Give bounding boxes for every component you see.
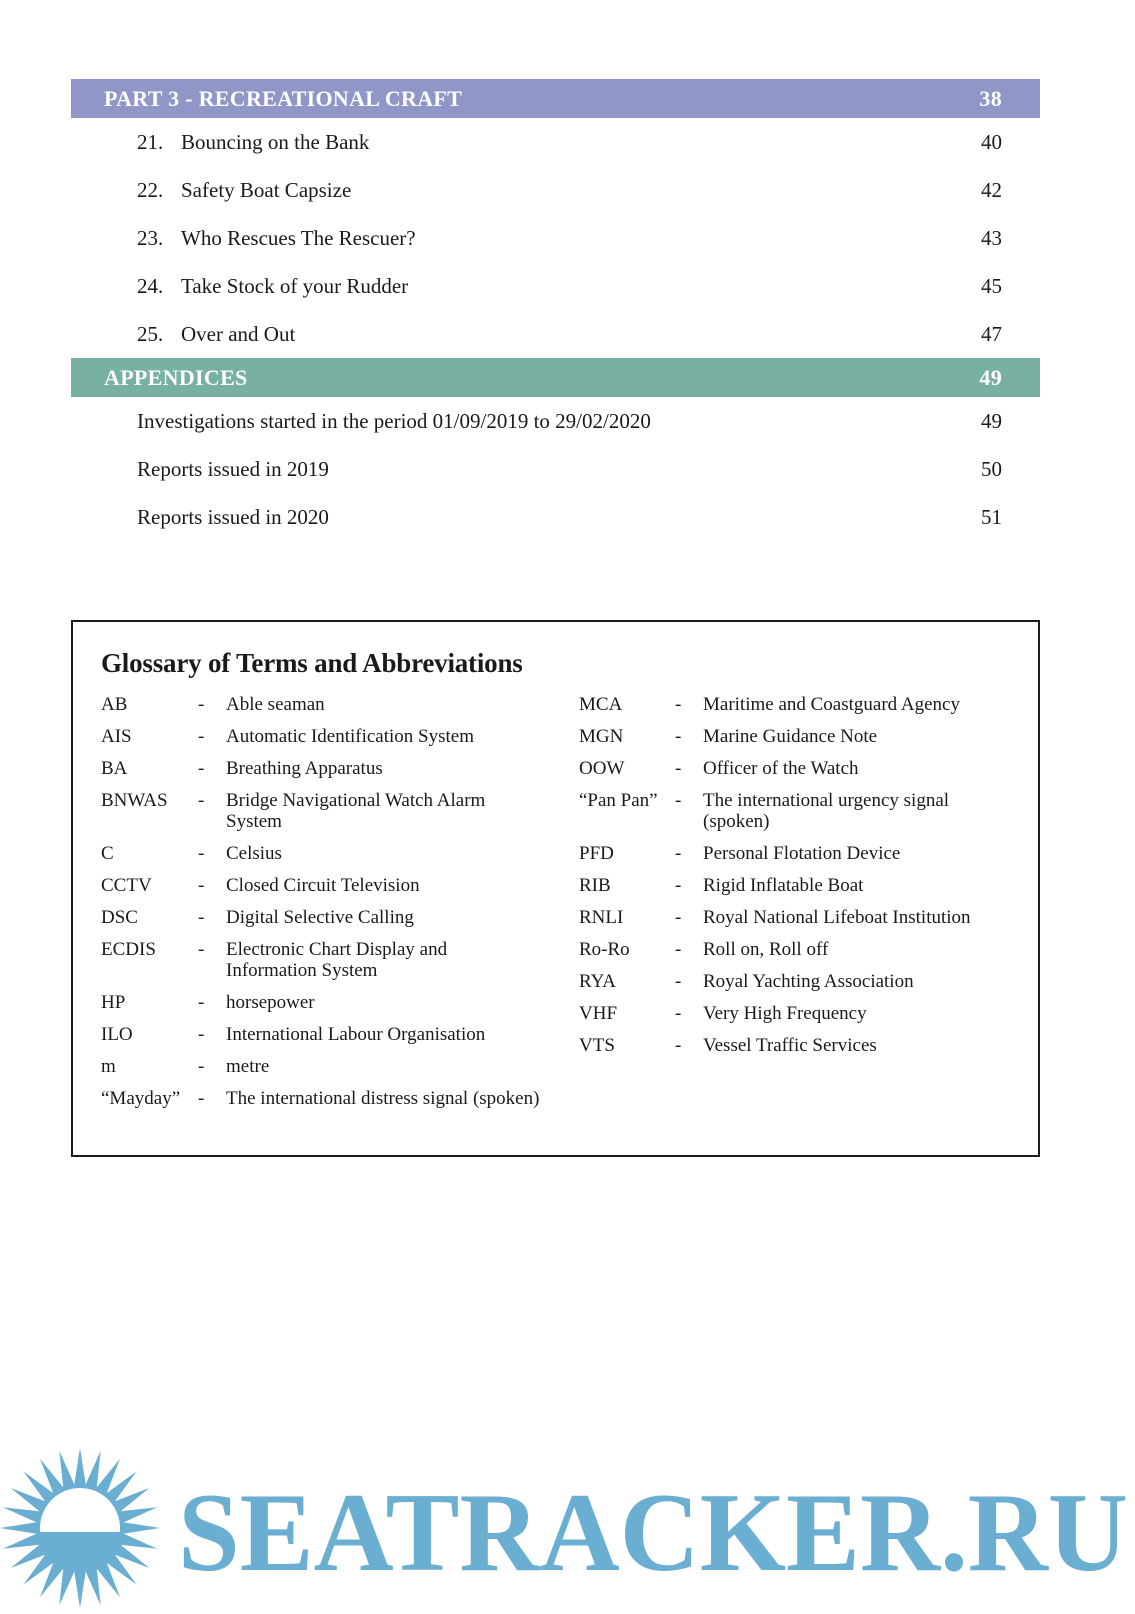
glossary-abbreviation: VHF [579,1003,618,1024]
toc-entry-title: Who Rescues The Rescuer? [181,225,416,250]
glossary-definition: Marine Guidance Note [703,726,878,747]
glossary-definition: Very High Frequency [703,1003,867,1024]
toc-entry[interactable] [71,166,1040,214]
glossary-dash: - [675,875,682,896]
glossary-definition: Celsius [226,843,282,864]
glossary-entry [579,694,1019,715]
glossary-dash: - [675,907,682,928]
glossary-abbreviation: ECDIS [101,939,156,960]
table-of-contents [71,79,1040,541]
glossary-entry [579,1003,1019,1024]
glossary-entry [579,726,1019,747]
glossary-abbreviation: MCA [579,694,623,715]
glossary-dash: - [198,790,205,811]
glossary-abbreviation: MGN [579,726,624,747]
glossary-definition: Automatic Identification System [226,726,475,747]
glossary-abbreviation: VTS [579,1035,615,1056]
glossary-right-column [579,694,1019,1067]
watermark-logo [0,1440,1135,1609]
glossary-entry [579,971,1019,992]
glossary-entry [579,758,1019,779]
toc-entry-label [137,226,416,251]
glossary-definition: Officer of the Watch [703,758,859,779]
glossary-dash: - [675,790,682,811]
glossary-definition: Digital Selective Calling [226,907,414,928]
glossary-definition: Roll on, Roll off [703,939,829,960]
glossary-entry [579,1035,1019,1056]
glossary-entry [101,726,541,747]
glossary-definition: Breathing Apparatus [226,758,383,779]
toc-appendices-title: APPENDICES [104,364,248,390]
toc-entry-label [137,274,408,299]
toc-entry-number: 23. [137,225,164,250]
glossary-dash: - [198,875,205,896]
glossary-dash: - [675,1003,682,1024]
toc-entry[interactable] [71,262,1040,310]
glossary-dash: - [675,939,682,960]
watermark-text: SEATRACKER.RU [178,1471,1128,1595]
glossary-entry [101,790,541,832]
glossary-dash: - [198,907,205,928]
toc-entry-page: 45 [981,273,1002,298]
glossary-definition: Royal Yachting Association [703,971,914,992]
toc-part3-title: PART 3 - RECREATIONAL CRAFT [104,85,463,111]
glossary-dash: - [675,694,682,715]
toc-entry-page: 49 [981,408,1002,433]
watermark [0,1440,1135,1609]
toc-entry-number: 21. [137,129,164,154]
glossary-entry [101,758,541,779]
toc-entry-title: Over and Out [181,321,296,346]
glossary-dash: - [675,758,682,779]
toc-entry-number: 25. [137,321,164,346]
glossary-abbreviation: RIB [579,875,611,896]
glossary-abbreviation: HP [101,992,126,1013]
toc-entry[interactable] [71,445,1040,493]
glossary-abbreviation: BNWAS [101,790,168,811]
toc-entry-title: Bouncing on the Bank [181,129,370,154]
toc-part3-header[interactable] [71,79,1040,118]
glossary-abbreviation: CCTV [101,875,152,896]
glossary-definition: Rigid Inflatable Boat [703,875,864,896]
glossary-definition: metre [226,1056,270,1077]
glossary-definition: Royal National Lifeboat Institution [703,907,971,928]
toc-appendices-list [71,397,1040,541]
glossary-entry [101,1024,541,1045]
glossary-dash: - [198,992,205,1013]
glossary-definition: The international urgency signal (spoken) [703,790,950,832]
glossary-abbreviation: m [101,1056,116,1077]
toc-entry-title: Reports issued in 2019 [137,456,329,481]
toc-entry-title: Take Stock of your Rudder [181,273,409,298]
toc-entry-page: 43 [981,225,1002,250]
glossary-abbreviation: PFD [579,843,614,864]
glossary-dash: - [675,726,682,747]
glossary-definition: horsepower [226,992,315,1013]
glossary-abbreviation: AIS [101,726,132,747]
glossary-entry [101,907,541,928]
toc-entry-title: Safety Boat Capsize [181,177,352,202]
glossary-dash: - [675,1035,682,1056]
glossary-title: Glossary of Terms and Abbreviations [101,648,523,678]
glossary-dash: - [198,939,205,960]
glossary-abbreviation: AB [101,694,128,715]
glossary-definition: Bridge Navigational Watch Alarm System [226,790,486,832]
toc-entry-label [137,130,369,155]
glossary-abbreviation: BA [101,758,128,779]
toc-entry[interactable] [71,214,1040,262]
toc-entry-number: 22. [137,177,164,202]
glossary-entry [579,907,1019,928]
glossary-entry [101,1056,541,1077]
glossary-left-column [101,694,541,1120]
toc-entry-page: 50 [981,456,1002,481]
glossary-abbreviation: DSC [101,907,138,928]
glossary-definition: Maritime and Coastguard Agency [703,694,960,715]
glossary-entry [101,694,541,715]
glossary-dash: - [198,843,205,864]
glossary-abbreviation: ILO [101,1024,133,1045]
toc-entry-title: Investigations started in the period 01/09/2019 to 29/02/2020 [137,408,651,433]
toc-part3-page: 38 [979,85,1002,111]
glossary-entry [101,843,541,864]
glossary-definition: Vessel Traffic Services [703,1035,877,1056]
glossary-abbreviation: RNLI [579,907,624,928]
glossary-entry [579,790,1019,832]
glossary-abbreviation: RYA [579,971,616,992]
glossary-definition: International Labour Organisation [226,1024,486,1045]
glossary-abbreviation: OOW [579,758,625,779]
toc-entry-number: 24. [137,273,164,298]
toc-entry[interactable] [71,397,1040,445]
glossary-entry [101,1088,541,1109]
toc-entry[interactable] [71,493,1040,541]
glossary-definition: Electronic Chart Display and Information System [226,939,448,981]
toc-entry-page: 40 [981,129,1002,154]
toc-entry[interactable] [71,118,1040,166]
toc-entry-title: Reports issued in 2020 [137,504,329,529]
glossary-abbreviation: “Mayday” [101,1088,181,1109]
glossary-dash: - [198,1088,205,1109]
glossary-entry [579,875,1019,896]
toc-part3-list [71,118,1040,358]
toc-entry-page: 47 [981,321,1002,346]
glossary-abbreviation: Ro-Ro [579,939,630,960]
glossary-entry [101,875,541,896]
glossary-definition: Closed Circuit Television [226,875,420,896]
glossary-entry [579,939,1019,960]
glossary-dash: - [198,1056,205,1077]
toc-entry-label [137,178,351,203]
glossary-definition: Able seaman [226,694,325,715]
glossary-dash: - [198,694,205,715]
glossary-dash: - [675,971,682,992]
glossary-entry [579,843,1019,864]
glossary-box [71,620,1040,1157]
glossary-dash: - [198,1024,205,1045]
glossary-abbreviation: “Pan Pan” [579,790,658,811]
toc-appendices-page: 49 [979,364,1002,390]
glossary-abbreviation: C [101,843,114,864]
toc-entry-label [137,322,295,347]
toc-entry-page: 42 [981,177,1002,202]
toc-appendices-header[interactable] [71,358,1040,397]
glossary-definition: The international distress signal (spoken) [226,1088,540,1109]
glossary-dash: - [198,758,205,779]
glossary-definition: Personal Flotation Device [703,843,901,864]
glossary-dash: - [675,843,682,864]
toc-entry-page: 51 [981,504,1002,529]
glossary-entry [101,992,541,1013]
toc-entry[interactable] [71,310,1040,358]
glossary-entry [101,939,541,981]
glossary-dash: - [198,726,205,747]
sun-logo-icon [0,1448,160,1608]
